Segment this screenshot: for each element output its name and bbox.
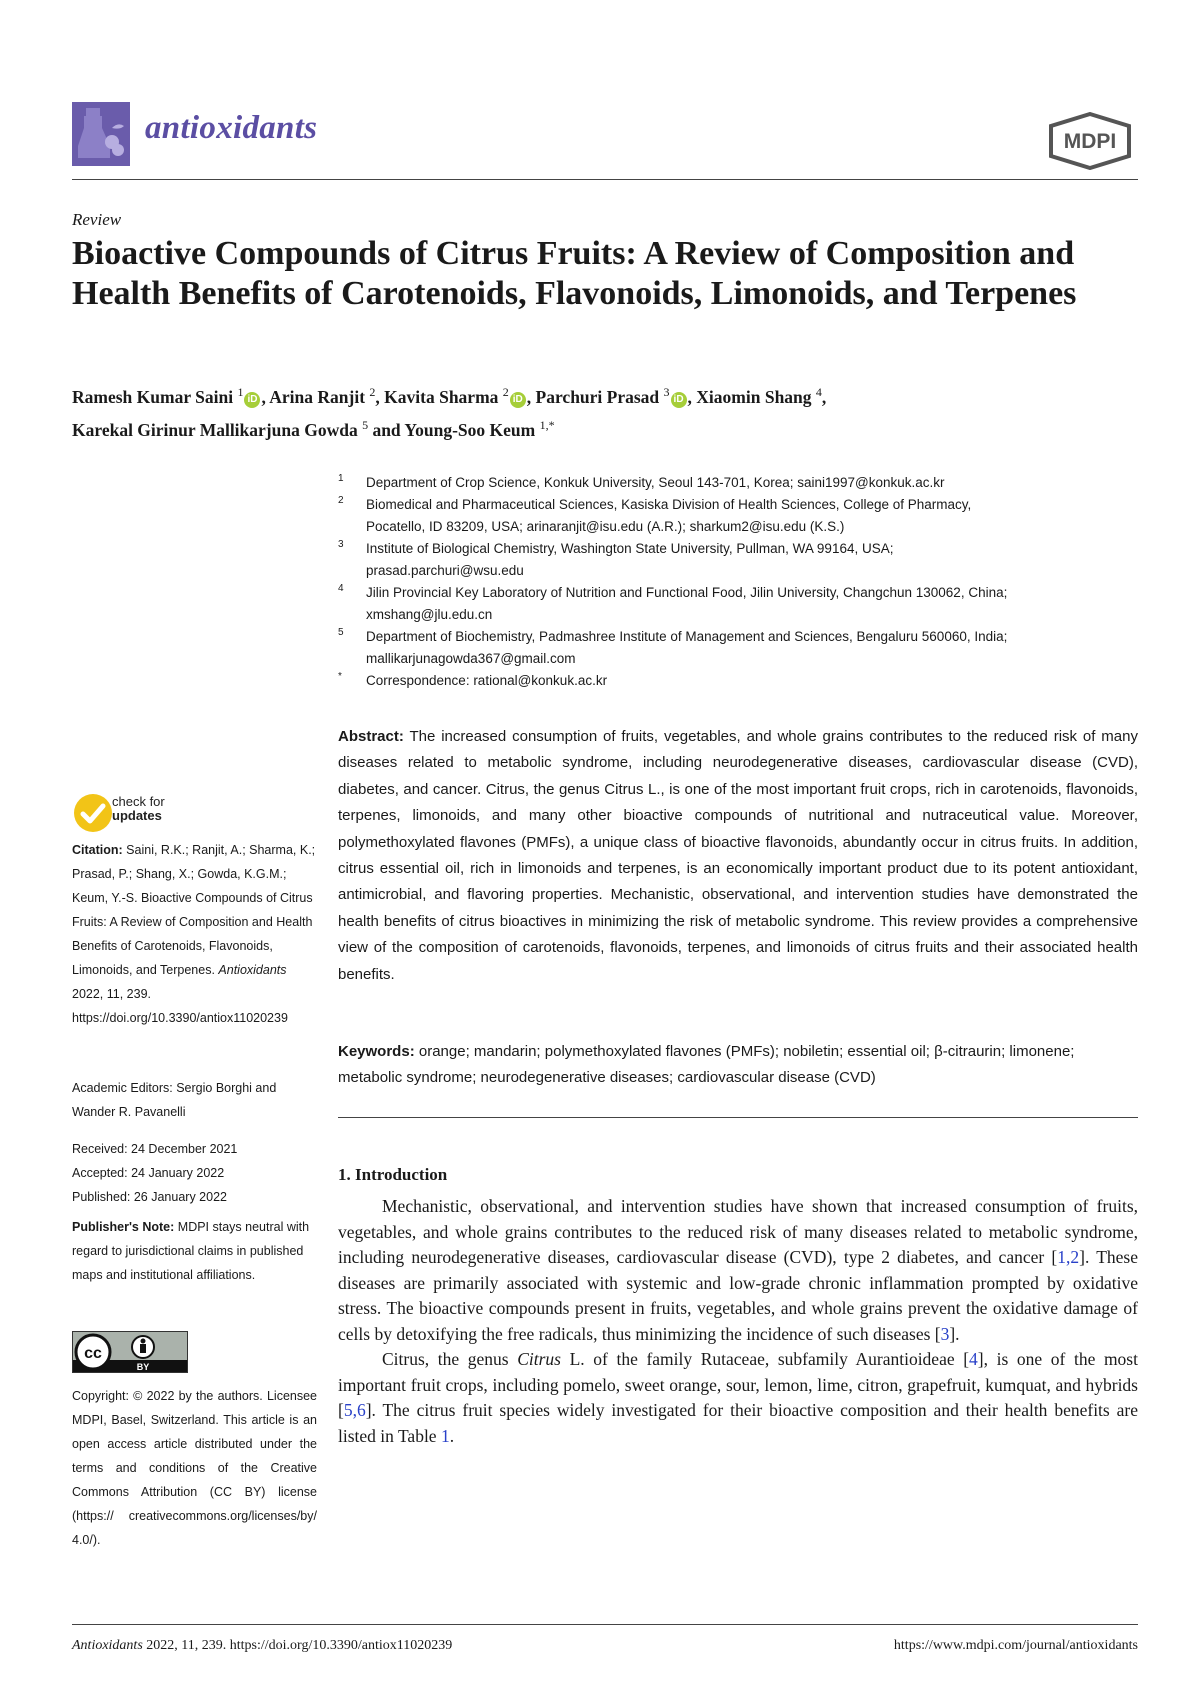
received-date: Received: 24 December 2021 [72, 1142, 238, 1156]
author-name: Xiaomin Shang [696, 386, 812, 407]
affiliation-text: Department of Crop Science, Konkuk University, Seoul 143-701, Korea; saini1997@konkuk.ac.kr [366, 475, 945, 490]
citation-doi[interactable]: 2022, 11, 239. https://doi.org/10.3390/antiox11020239 [72, 987, 288, 1025]
orcid-icon[interactable]: iD [671, 392, 687, 408]
affiliation-item [338, 472, 1138, 494]
keywords-label: Keywords: [338, 1043, 415, 1060]
abstract-text: The increased consumption of fruits, vegetables, and whole grains contributes to the reduced risk of many diseases related to metabolic syndrome, including neurodegenerative diseases, cardiovascular disease (CVD), diabetes, and cancer. Citrus, the genus Citrus L., is one of the most important fruit crops, rich in carotenoids, flavonoids, terpenes, limonoids, and many other bioactive compounds of nutritional and nutraceutical value. Moreover, polymethoxylated flavones (PMFs), a unique class of bioactive flavonoids, abundantly occur in citrus fruits. In addition, citrus essential oil, rich in limonoids and terpenes, is an economically important product due to its potent antioxidant, antimicrobial, and flavoring properties. Mechanistic, observational, and intervention studies have demonstrated the health benefits of citrus bioactives in minimizing the risk of metabolic syndrome. This review provides a comprehensive view of the composition of carotenoids, flavonoids, terpenes, and limonoids of citrus fruits and their associated health benefits. [338, 728, 1138, 983]
affiliation-text: Institute of Biological Chemistry, Washington State University, Pullman, WA 99164, USA; [366, 541, 894, 556]
cc-by-license-icon[interactable] [72, 1331, 188, 1373]
paragraph-text: . [449, 1425, 455, 1446]
article-type: Review [72, 210, 122, 229]
affiliation-text: xmshang@jlu.edu.cn [366, 607, 493, 622]
journal-logo [72, 102, 130, 166]
author-affiliation-marker: 1 [237, 385, 244, 399]
paragraph-text: Citrus, the genus [382, 1349, 518, 1369]
paragraph [338, 1347, 1138, 1449]
affiliation-text: Jilin Provincial Key Laboratory of Nutrition and Functional Food, Jilin University, Changchun 130062, China; [366, 585, 1008, 600]
orcid-icon[interactable]: iD [510, 392, 526, 408]
affiliation-item [338, 626, 1138, 670]
affiliation-number: 5 [338, 627, 344, 638]
affiliation-number: 2 [338, 495, 344, 506]
author-name: Parchuri Prasad [535, 386, 660, 407]
affiliation-text: prasad.parchuri@wsu.edu [366, 563, 524, 578]
footer-divider [72, 1624, 1138, 1625]
paragraph-text: L. of the family Rutaceae, subfamily Aurantioideae [ [560, 1349, 970, 1369]
journal-name: antioxidants [145, 110, 318, 146]
published-date: Published: 26 January 2022 [72, 1190, 227, 1204]
copyright-text: Copyright: © 2022 by the authors. Licensee MDPI, Basel, Switzerland. This article is an open access article distributed under the terms and conditions of the Creative Commons Attribution (CC BY) license (https:// creativecommons.org/licenses/by/ 4.0/). [72, 1389, 317, 1547]
affiliation-item [338, 670, 1138, 692]
mdpi-logo-text: MDPI [1063, 130, 1117, 153]
author-name: Young-Soo Keum [404, 419, 536, 440]
abstract-divider [338, 1117, 1138, 1118]
author-list: Ramesh Kumar Saini $^1$iD , Arina Ranjit $^2$, Kavita Sharma $^2$iD , Parchuri Prasad $^3$iD , Xiaomin Shang $^4$, Karekal Girinur Mallikarjuna Gowda $^5$ and Young-Soo Keum $^{1,*}$ [72, 385, 827, 440]
orcid-icon[interactable]: iD [244, 392, 260, 408]
citation-link[interactable]: 5,6 [343, 1400, 366, 1420]
table-link[interactable]: 1 [440, 1425, 450, 1446]
author-affiliation-marker: 5 [362, 417, 369, 432]
footer-journal: Antioxidants [72, 1638, 143, 1653]
author-name: Arina Ranjit [269, 386, 366, 407]
abstract [338, 724, 1138, 988]
paragraph-text: ]. The citrus fruit species widely investigated for their bioactive composition and their health benefits are listed in Table [338, 1400, 1138, 1446]
affiliations [338, 472, 1138, 692]
citation-link[interactable]: 3 [940, 1323, 950, 1344]
paragraph-text: ]. [949, 1323, 960, 1344]
genus-name: Citrus [517, 1349, 561, 1369]
citation-text: Saini, R.K.; Ranjit, A.; Sharma, K.; Prasad, P.; Shang, X.; Gowda, K.G.M.; Keum, Y.-S. Bioactive Compounds of Citrus Fruits: A Review of Composition and Health Benefits of Carotenoids, Flavonoids, Limonoids, and Terpenes. [72, 843, 316, 977]
author-name: Karekal Girinur Mallikarjuna Gowda [72, 419, 358, 440]
affiliation-text: mallikarjunagowda367@gmail.com [366, 651, 576, 666]
publisher-note-label: Publisher's Note: [72, 1220, 175, 1234]
check-for-updates-icon[interactable] [72, 792, 114, 834]
abstract-label: Abstract: [338, 728, 404, 745]
author-affiliation-marker: 2 [369, 385, 376, 399]
editors-text: Sergio Borghi and Wander R. Pavanelli [72, 1081, 277, 1119]
affiliation-number: 4 [338, 583, 344, 594]
keywords [338, 1039, 1138, 1092]
footer-doi[interactable]: 2022, 11, 239. https://doi.org/10.3390/antiox11020239 [146, 1638, 453, 1653]
introduction-body [338, 1194, 1138, 1449]
paragraph-text: Mechanistic, observational, and intervention studies have shown that increased consumption of fruits, vegetables, and whole grains contributes to the reduced risk of many diseases related to metabolic syndrome, including neurodegenerative diseases, cardiovascular disease (CVD), type 2 diabetes, and cancer [ [338, 1196, 1138, 1267]
citation-journal: Antioxidants [218, 963, 287, 977]
flask-icon [72, 102, 130, 166]
section-heading: 1. Introduction [338, 1165, 448, 1184]
affiliation-number: * [338, 671, 342, 682]
accepted-date: Accepted: 24 January 2022 [72, 1166, 225, 1180]
copyright-notice [72, 1384, 317, 1552]
affiliation-item [338, 538, 1138, 582]
paragraph [338, 1194, 1138, 1347]
cc-by-text: BY [136, 1362, 150, 1372]
academic-editors [72, 1076, 317, 1124]
paragraph-text: ]. These diseases are primarily associated with systemic and low-grade chronic inflammation prompted by oxidative stress. The bioactive compounds present in fruits, vegetables, and whole grains prevent the oxidative damage of cells by detoxifying the free radicals, thus minimizing the incidence of such diseases [ [338, 1247, 1139, 1344]
citation-link[interactable]: 1,2 [1057, 1247, 1080, 1267]
affiliation-text: Pocatello, ID 83209, USA; arinaranjit@isu.edu (A.R.); sharkum2@isu.edu (K.S.) [366, 519, 845, 534]
dates-block [72, 1137, 317, 1209]
publisher-note-text: MDPI stays neutral with regard to jurisdictional claims in published maps and institutional affiliations. [72, 1220, 310, 1282]
publisher-note [72, 1215, 317, 1287]
affiliation-text: Biomedical and Pharmaceutical Sciences, Kasiska Division of Health Sciences, College of Pharmacy, [366, 497, 972, 512]
affiliation-item [338, 494, 1138, 538]
author-affiliation-marker: 1,* [539, 417, 555, 432]
citation-link[interactable]: 4 [969, 1349, 978, 1369]
author-affiliation-marker: 4 [815, 385, 822, 399]
article-title: Bioactive Compounds of Citrus Fruits: A Review of Composition and Health Benefits of Carotenoids, Flavonoids, Limonoids, and Terpenes [72, 235, 1077, 312]
footer-journal-url[interactable]: https://www.mdpi.com/journal/antioxidants [893, 1638, 1138, 1653]
check-for-updates-label[interactable] [112, 795, 165, 823]
paragraph-text: ], is one of the most important fruit crops, including pomelo, sweet orange, sour, lemon, lime, citron, grapefruit, kumquat, and hybrids [ [338, 1349, 1138, 1420]
editors-label: Academic Editors: [72, 1081, 173, 1095]
check-line: check for [112, 794, 165, 809]
affiliation-text: Correspondence: rational@konkuk.ac.kr [366, 673, 608, 688]
author-affiliation-marker: 2 [502, 385, 509, 399]
mdpi-logo [1047, 112, 1133, 170]
header-divider [72, 179, 1138, 180]
check-line: updates [112, 808, 162, 823]
citation-label: Citation: [72, 843, 123, 857]
affiliation-number: 1 [338, 473, 344, 484]
affiliation-item [338, 582, 1138, 626]
citation-block [72, 838, 317, 1030]
affiliation-number: 3 [338, 539, 344, 550]
keywords-text: orange; mandarin; polymethoxylated flavones (PMFs); nobiletin; essential oil; β-citraurin; limonene; metabolic syndrome; neurodegenerative diseases; cardiovascular disease (CVD) [338, 1043, 1075, 1087]
author-name: Ramesh Kumar Saini [72, 386, 234, 407]
affiliation-text: Department of Biochemistry, Padmashree Institute of Management and Sciences, Bengaluru 560060, India; [366, 629, 1008, 644]
author-name: Kavita Sharma [384, 386, 499, 407]
author-affiliation-marker: 3 [663, 385, 670, 399]
svg-text:cc: cc [84, 1345, 102, 1362]
footer-citation [72, 1638, 452, 1654]
